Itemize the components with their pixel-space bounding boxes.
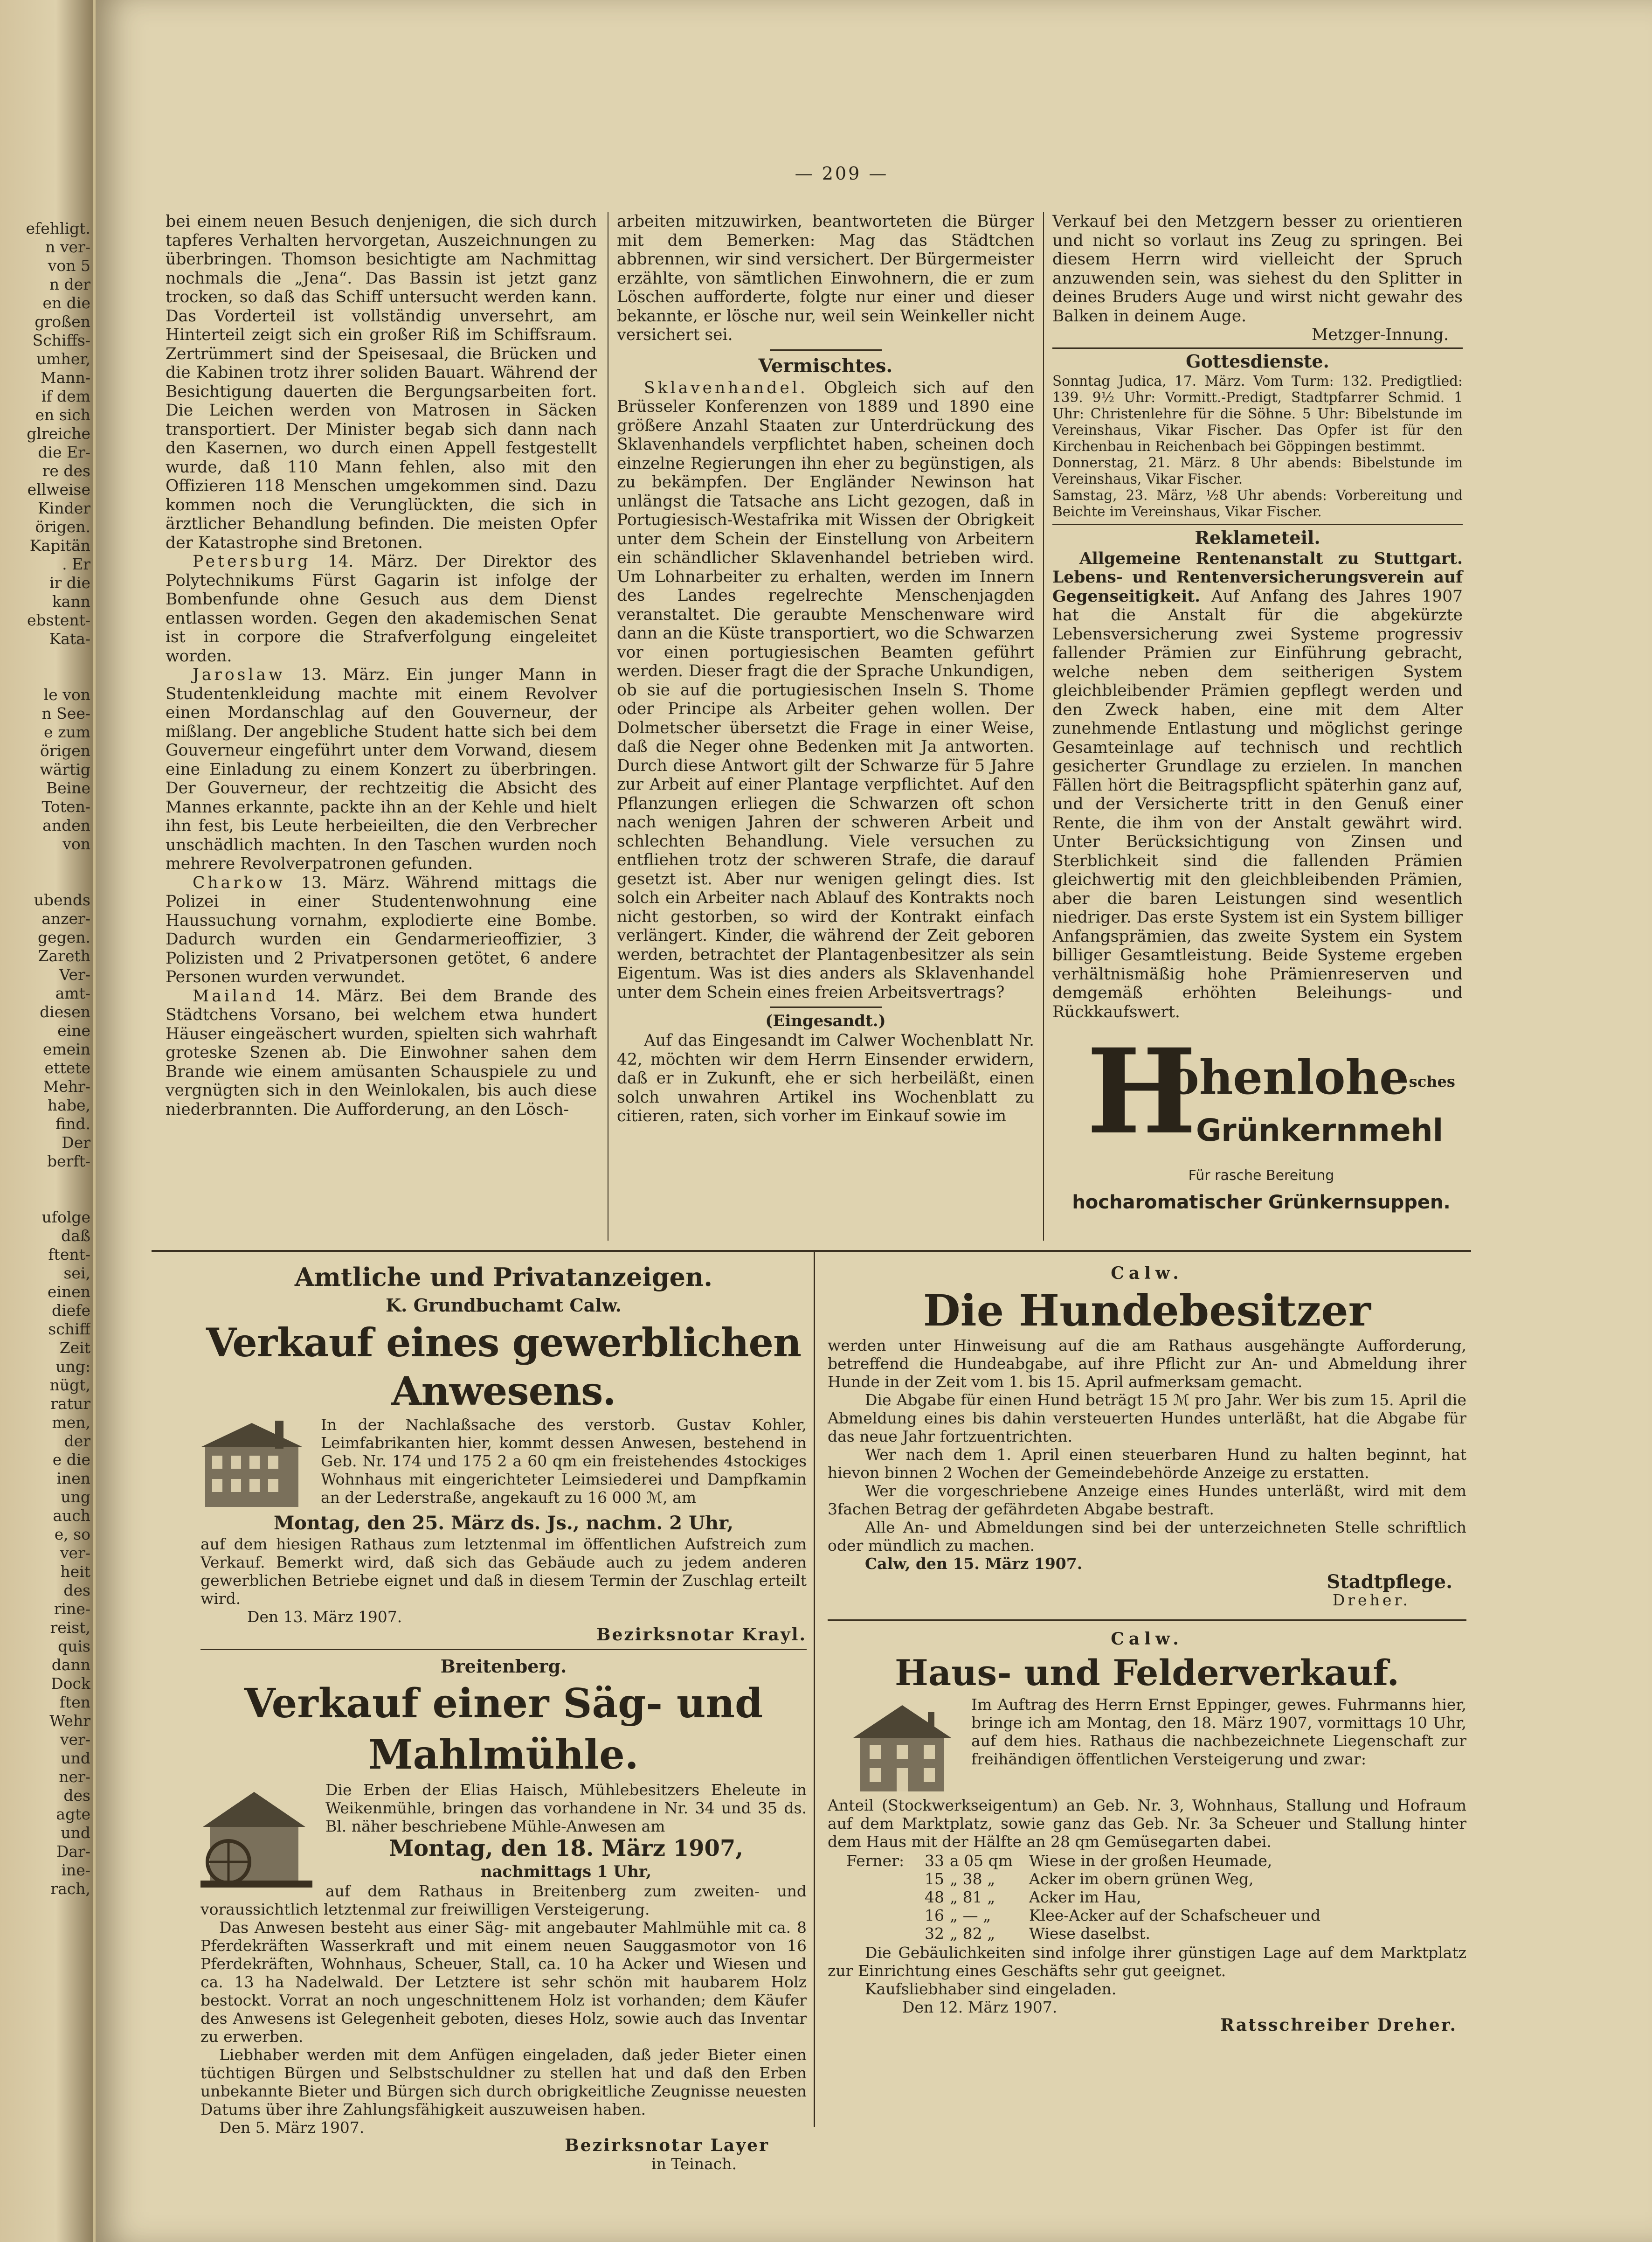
section-rule: [1052, 347, 1463, 349]
previous-page-fragment: re des: [42, 462, 90, 480]
previous-page-fragment: großen: [35, 312, 90, 331]
ferner-unit: „ — „: [950, 1906, 991, 1924]
article-mailand-continued: arbeiten mitzuwirken, beantworteten die Bürger mit dem Bemerken: Mag das Städtchen abbrennen, wir sind versichert. Der Bürgermeister erzählte, von sämtlichen Einwohnern, die er zum Löschen aufforderte, folgte nur einer und dieser bekannte, er lösche nur, weil sein Weinkeller nicht versichert sei.: [617, 212, 1034, 344]
ferner-area: 48: [925, 1888, 944, 1906]
previous-page-fragment: habe,: [47, 1096, 90, 1114]
ad-hunde-text-5: Alle An- und Abmeldungen sind bei der unterzeichneten Stelle schriftlich oder mündlich zu machen.: [828, 1518, 1466, 1555]
ad-haus-text: Im Auftrag des Herrn Ernst Eppinger, gewes. Fuhrmanns hier, bringe ich am Montag, den 18. März 1907, vormittags 10 Uhr, auf dem hies. Rathaus die nachbezeichnete Liegenschaft zur freihändigen öffentlichen Versteigerung und zwar:: [971, 1695, 1466, 1768]
ad-divider: [200, 1649, 807, 1650]
section-rule: [770, 1006, 882, 1008]
hohenlohe-product: Grünkernmehl: [1196, 1112, 1444, 1148]
previous-page-fragment: die Er-: [38, 443, 90, 461]
column-3: [1052, 212, 1463, 1021]
gottesdienst-samstag: Samstag, 23. März, ½8 Uhr abends: Vorbereitung und Beichte im Vereinshaus, Vikar Fischer.: [1052, 487, 1463, 520]
previous-page-fragment: auch: [53, 1506, 90, 1525]
ad-haus-signature: Ratsschreiber Dreher.: [1220, 2015, 1457, 2035]
hohenlohe-tagline-2: hocharomatischer Grünkernsuppen.: [1072, 1192, 1451, 1213]
ad-hunde-place: Calw.: [1111, 1263, 1183, 1283]
previous-page-fragment: örigen.: [35, 518, 90, 536]
previous-page-fragment: Kapitän: [29, 536, 90, 555]
previous-page-fragment: ettete: [44, 1059, 90, 1077]
previous-page-fragment: rach,: [50, 1880, 90, 1898]
ad-divider: [828, 1619, 1466, 1621]
previous-page-fragment: eine: [57, 1021, 90, 1040]
ad-amtliche-title: Verkauf eines gewerblichen Anwesens.: [206, 1319, 802, 1414]
previous-page-fragment: wärtig: [40, 760, 90, 778]
previous-page-fragment: ebstent-: [27, 611, 90, 629]
ad-haus-date: Den 12. März 1907.: [902, 1998, 1058, 2016]
previous-page-fragment: Kata-: [49, 630, 90, 648]
previous-page-fragment: Dock: [51, 1674, 90, 1693]
ferner-desc: Wiese daselbst.: [1029, 1924, 1151, 1943]
previous-page-fragment: e die: [52, 1451, 90, 1469]
ads-column-rule: [814, 1250, 815, 2127]
ferner-unit: „ 82 „: [950, 1924, 995, 1943]
previous-page-fragment: und: [61, 1824, 90, 1842]
factory-illustration-icon: [200, 1418, 312, 1512]
ad-haus-text-2: Die Gebäulichkeiten sind infolge ihrer günstigen Lage auf dem Marktplatz zur Einrichtung eines Geschäfts sehr gut geeignet.: [828, 1944, 1466, 1980]
previous-page-fragment: ver-: [60, 1544, 90, 1562]
previous-page-fragment: gegen.: [37, 928, 90, 946]
ad-amtliche-date-line: Montag, den 25. März ds. Js., nachm. 2 Uhr,: [273, 1512, 734, 1534]
ad-amtliche-header: Amtliche und Privatanzeigen.: [294, 1262, 713, 1292]
ferner-unit: „ 38 „: [950, 1870, 995, 1888]
ad-breitenberg-date: Den 5. März 1907.: [219, 2118, 365, 2137]
previous-page-fragment: anzer-: [41, 909, 90, 928]
ad-amtliche-date: Den 13. März 1907.: [247, 1608, 402, 1626]
previous-page-fragments: [2, 219, 90, 1898]
previous-page-fragment: Beine: [46, 779, 90, 797]
metzger-signature: Metzger-Innung.: [1312, 326, 1449, 344]
ferner-label: Ferner:: [846, 1852, 905, 1870]
previous-page-fragment: n See-: [41, 704, 90, 722]
ad-breitenberg-title: Verkauf einer Säg- und Mahlmühle.: [244, 1680, 763, 1778]
news-item-charkow: Charkow 13. März. Während mittags die Polizei in einer Studentenwohnung eine Haussuchung vornahm, explodierte eine Bombe. Dadurch wurden ein Gendarmerieoffizier, 3 Polizisten und 2 Privatpersonen getötet, 6 andere Personen wurden verwundet.: [166, 873, 597, 986]
previous-page-fragment: [2, 854, 90, 891]
hohenlohe-brand: ohenlohesches: [1168, 1050, 1455, 1105]
previous-page-fragment: von 5: [48, 257, 90, 275]
previous-page-fragment: Kinder: [38, 499, 90, 517]
ferner-area: 33: [925, 1852, 944, 1870]
previous-page-fragment: Ver-: [59, 965, 90, 984]
ad-amtliche-body: [200, 1416, 807, 1644]
previous-page-fragment: dann: [51, 1656, 90, 1674]
ad-hunde-text-2: Die Abgabe für einen Hund beträgt 15 ℳ pro Jahr. Wer bis zum 15. April die Abmeldung eines bis dahin versteuerten Hundes unterläßt, hat die Abgabe für das neue Jahr fortzuentrichten.: [828, 1391, 1466, 1445]
ad-breitenberg-signature: Bezirksnotar Layer: [565, 2136, 769, 2155]
ad-hunde-text-4: Wer die vorgeschriebene Anzeige eines Hundes unterläßt, wird mit dem 3fachen Betrag der gefährdeten Abgabe bestraft.: [828, 1482, 1466, 1518]
previous-page-fragment: ung: [61, 1488, 90, 1506]
previous-page-fragment: men,: [52, 1413, 90, 1431]
previous-page-fragment: Toten-: [41, 798, 90, 816]
gottesdienst-sonntag: Sonntag Judica, 17. März. Vom Turm: 132. Predigtlied: 139. 9½ Uhr: Vormitt.-Predigt, Stadtpfarrer Schmid. 1 Uhr: Christenlehre für die Söhne. 5 Uhr: Bibelstunde im Vereinshaus, Vikar Fischer. Das Opfer ist für den Kirchenbau in Reichenbach bei Göppingen bestimmt.: [1052, 373, 1463, 454]
article-sklavenhandel: Sklavenhandel. Obgleich sich auf den Brüsseler Konferenzen von 1889 und 1890 eine größere Anzahl Staaten zur Unterdrückung des Sklavenhandels verpflichtet haben, scheinen doch einzelne Regierungen ihn eher zu begünstigen, als zu bekämpfen. Der Engländer Newinson hat unlängst die Tatsache ans Licht gezogen, daß in Portugiesisch-Westafrika mit Wissen der Obrigkeit unter dem Schein der Einstellung von Arbeitern ein schändlicher Sklavenhandel betrieben wird. Um Lohnarbeiter zu erhalten, werden im Innern des Landes regelrechte Menschenjagden veranstaltet. Die geraubte Menschenware wird dann an die Küste transportiert, wo die Schwarzen vor einen portugiesischen Beamten geführt werden. Dieser fragt die der Sprache Unkundigen, ob sie auf die portugiesischen Inseln S. Thome oder Principe als Arbeiter gehen wollen. Der Dolmetscher übersetzt die Frage in einer Weise, daß die Neger ohne Bedenken mit Ja antworten. Durch diese Antwort gilt der Schwarze für 5 Jahre zur Arbeit auf einer Plantage verpflichtet. Auf den Pflanzungen erliegen die Schwarzen oft schon nach wenigen Jahren der schweren Arbeit und schlechten Behandlung. Viele versuchen zu entfliehen trotz der schweren Strafe, die darauf gesetzt ist. Aber nur wenigen gelingt dies. Ist solch ein Arbeiter nach Ablauf des Kontrakts noch nicht gestorben, so wird der Kontrakt einfach verlängert. Kinder, die während der Zeit geboren werden, betrachtet der Plantagenbesitzer als sein Eigentum. Was ist dies anders als Sklavenhandel unter dem Schein eines freien Arbeitsvertrags?: [617, 378, 1034, 1002]
previous-page-fragment: find.: [55, 1115, 90, 1133]
ad-haus-place: Calw.: [1111, 1629, 1183, 1649]
ad-haus-ferner-table: [846, 1852, 1466, 1943]
previous-page-fragment: Dar-: [56, 1842, 90, 1860]
previous-page-fragment: quis: [58, 1637, 90, 1655]
previous-page-fragment: diefe: [52, 1301, 90, 1319]
ad-breitenberg-text-3: Das Anwesen besteht aus einer Säg- mit angebauter Mahlmühle mit ca. 8 Pferdekräften Wasserkraft und mit einem neuen Sauggasmotor von 16 Pferdekräften, Wohnhaus, Scheuer, Stall, ca. 10 ha Acker und Wiesen und ca. 13 ha Nadelwald. Der Letztere ist sehr schön mit haubarem Holz bestockt. Vorrat an noch ungeschnittenem Holz ist vorhanden; dem Käufer des Anwesens ist Gelegenheit geboten, dieses Holz, sowie auch das Inventar zu erwerben.: [200, 1918, 807, 2046]
ferner-area: 16: [925, 1906, 944, 1924]
previous-page-fragment: e zum: [44, 723, 90, 741]
news-item-petersburg: Petersburg 14. März. Der Direktor des Polytechnikums Fürst Gagarin ist infolge der Bombenfunde ohne Gesuch aus dem Dienst entlassen worden. Gegen den akademischen Senat ist in corpore die Strafverfolgung eingeleitet worden.: [166, 552, 597, 666]
previous-page-fragment: Zareth: [38, 947, 90, 965]
previous-page-fragment: des: [63, 1581, 90, 1599]
ad-haus-text-3: Kaufsliebhaber sind eingeladen.: [865, 1980, 1117, 1998]
gottesdienste-list: [1052, 373, 1463, 520]
previous-page-fragment: Schiffs-: [32, 331, 90, 349]
previous-page-fragment: einen: [47, 1283, 90, 1301]
previous-page-fragment: en die: [42, 294, 90, 312]
previous-page-fragment: ner-: [59, 1768, 90, 1786]
previous-page-fragment: umher,: [36, 350, 90, 368]
previous-page-fragment: ine-: [61, 1861, 90, 1879]
section-title-vermischtes: Vermischtes.: [758, 354, 893, 377]
section-rule: [1052, 524, 1463, 525]
previous-page-fragment: glreiche: [27, 424, 90, 443]
ferner-unit: „ 81 „: [950, 1888, 995, 1906]
previous-page-fragment: e, so: [54, 1525, 90, 1543]
ad-hundebesitzer: [828, 1262, 1466, 2034]
previous-page-fragment: Der: [62, 1133, 90, 1152]
previous-page-fragment: agte: [56, 1805, 90, 1823]
previous-page-fragment: n ver-: [45, 238, 90, 256]
column-rule-2: [1043, 212, 1044, 1241]
previous-page-fragment: inen: [56, 1469, 90, 1487]
previous-page-fragment: kann: [52, 592, 90, 611]
previous-page-fragment: ir die: [49, 574, 90, 592]
ferner-row: [846, 1906, 1466, 1924]
previous-page-fragment: der: [64, 1432, 90, 1450]
previous-page-fragment: Mehr-: [43, 1077, 90, 1096]
ad-breitenberg-place: Breitenberg.: [440, 1656, 567, 1677]
mill-illustration-icon: [200, 1783, 317, 1890]
previous-page-fragment: örigen: [40, 742, 90, 760]
ferner-area: 32: [925, 1924, 944, 1943]
article-rentenanstalt: Allgemeine Rentenanstalt zu Stuttgart. Lebens- und Rentenversicherungsverein auf Gegenseitigkeit. Auf Anfang des Jahres 1907 hat die Anstalt für die abgekürzte Lebensversicherung zwei Systeme progressiv fallender Prämien zur Einführung gebracht, welche neben dem seitherigen System gleichbleibender Prämien gepflegt werden und den Zweck haben, eine mit dem Alter zunehmende Entlastung und möglichst geringe Gesamteinlage auf technisch und rechtlich gesicherter Grundlage zu erzielen. In manchen Fällen hört die Beitragspflicht späterhin ganz auf, und der Versicherte tritt in den Genuß einer Rente, die ihm von der Anstalt gewährt wird. Unter Berücksichtigung von Zinsen und Sterblichkeit sind die fallenden Prämien gleichwertig mit den gleichbleibenden Prämien, aber die baren Leistungen sind wesentlich niedriger. Das erste System ist ein System billiger Anfangsprämien, das zweite System ein System billiger Gesamtleistung. Beide Systeme ergeben verhältnismäßig hohe Prämienreserven und demgemäß erhöhten Beleihungs- und Rückkaufswert.: [1052, 549, 1463, 1021]
article-eingesandt: Auf das Eingesandt im Calwer Wochenblatt Nr. 42, möchten wir dem Herrn Einsender erwidern, daß er in Zukunft, ehe er sich herbeiläßt, einen solch unwahren Artikel ins Wochenblatt zu citieren, raten, sich vorher im Einkauf sowie im: [617, 1031, 1034, 1125]
previous-page-fragment: nügt,: [49, 1376, 90, 1394]
ad-breitenberg-text-2: auf dem Rathaus in Breitenberg zum zweiten- und voraussichtlich letztenmal zur freiwilligen Versteigerung.: [200, 1882, 807, 1918]
gottesdienst-donnerstag: Donnerstag, 21. März. 8 Uhr abends: Bibelstunde im Vereinshaus, Vikar Fischer.: [1052, 454, 1463, 487]
house-illustration-icon: [846, 1698, 963, 1796]
hohenlohe-ad: [1056, 1023, 1466, 1238]
section-title-reklameteil: Reklameteil.: [1195, 527, 1320, 548]
ad-haus-title: Haus- und Felderverkauf.: [895, 1652, 1399, 1694]
ad-breitenberg-time-line: nachmittags 1 Uhr,: [480, 1862, 652, 1881]
ferner-desc: Acker im obern grünen Weg,: [1029, 1870, 1254, 1888]
ferner-area: 15: [925, 1870, 944, 1888]
ad-breitenberg-text-4: Liebhaber werden mit dem Anfügen eingeladen, daß jeder Bieter einen tüchtigen Bürgen und Selbstschuldner zu stellen hat und daß den Erben unbekannte Bieter und Bürgen sich durch obrigkeitliche Zeugnisse neuesten Datums über ihre Zahlungsfähigkeit auszuweisen haben.: [200, 2046, 807, 2118]
previous-page-fragment: ufolge: [41, 1208, 90, 1226]
ad-breitenberg-signature-2: in Teinach.: [651, 2155, 737, 2173]
previous-page-edge: [0, 0, 93, 2242]
ferner-row: [846, 1870, 1466, 1888]
ad-amtliche-text-2: auf dem hiesigen Rathaus zum letztenmal im öffentlichen Aufstreich zum Verkauf. Bemerkt wird, daß sich das Gebäude auch zu jedem anderen gewerblichen Betriebe eignet und daß in diesem Termin der Zuschlag erteilt wird.: [200, 1535, 807, 1608]
ferner-row: [846, 1888, 1466, 1906]
article-jena-continued: bei einem neuen Besuch denjenigen, die sich durch tapferes Verhalten hervorgetan, Auszeichnungen zu überbringen. Thomson besichtigte am Nachmittag nochmals die „Jena“. Das Bassin ist jetzt ganz trocken, so daß das Schiff untersucht werden kann. Das Vorderteil ist vollständig unversehrt, am Hinterteil zeigt sich ein großer Riß im Schiffsraum. Zertrümmert sind der Speisesaal, die Brücken und die Kabinen trotz ihrer soliden Bauart. Während der Besichtigung dauerten die Bergungsarbeiten fort. Die Leichen werden von Matrosen in Säcken transportiert. Der Minister begab sich dann nach den Kasernen, wo durch einen Appell festgestellt wurde, daß 110 Mann fehlen, also mit den Offizieren 118 Menschen umgekommen sind. Dazu kommen noch die Verunglückten, die sich in ärztlicher Behandlung befinden. Die meisten Opfer der Katastrophe sind Bretonen.: [166, 212, 597, 552]
previous-page-fragment: schiff: [48, 1320, 90, 1338]
ad-amtliche-office: K. Grundbuchamt Calw.: [386, 1295, 622, 1316]
column-1: [166, 212, 597, 1119]
ferner-row: [846, 1924, 1466, 1943]
previous-page-fragment: heit: [60, 1562, 90, 1581]
ferner-unit: a 05 qm: [950, 1852, 1013, 1870]
ad-hunde-text: werden unter Hinweisung auf die am Rathaus ausgehängte Aufforderung, betreffend die Hundeabgabe, auf ihre Pflicht zur An- und Abmeldung ihrer Hunde in der Zeit vom 1. bis 15. April aufmerksam gemacht.: [828, 1336, 1466, 1391]
previous-page-fragment: . Er: [62, 555, 90, 573]
previous-page-fragment: en sich: [35, 406, 90, 424]
previous-page-fragment: ellweise: [27, 480, 90, 499]
section-title-gottesdienste: Gottesdienste.: [1186, 350, 1329, 372]
hohenlohe-big-h: H: [1086, 1023, 1197, 1160]
news-item-mailand: Mailand 14. März. Bei dem Brande des Städtchens Vorsano, bei welchem etwa hundert Häuser eingeäschert wurden, spielten sich wahrhaft groteske Szenen ab. Die Einwohner sahen dem Brande wie einem amüsanten Schauspiele zu und vergnügten sich in den Weinlokalen, bis auch diese niederbrannten. Die Aufforderung, an den Lösch-: [166, 986, 597, 1119]
previous-page-fragment: Mann-: [40, 368, 90, 387]
previous-page-fragment: ver-: [60, 1730, 90, 1749]
ad-hunde-date: Calw, den 15. März 1907.: [865, 1555, 1083, 1573]
ad-hunde-title: Die Hundebesitzer: [923, 1285, 1371, 1336]
ad-breitenberg-date-line: Montag, den 18. März 1907,: [388, 1835, 744, 1861]
previous-page-fragment: ratur: [50, 1395, 90, 1413]
ads-top-rule: [152, 1250, 1471, 1252]
previous-page-fragment: ung:: [55, 1357, 90, 1375]
section-rule: [770, 349, 882, 351]
previous-page-fragment: Zeit: [59, 1339, 90, 1357]
previous-page-fragment: if dem: [41, 387, 90, 405]
newspaper-page: [96, 0, 1652, 2242]
ferner-desc: Acker im Hau,: [1029, 1888, 1141, 1906]
previous-page-fragment: rine-: [54, 1600, 90, 1618]
previous-page-fragment: und: [61, 1749, 90, 1767]
previous-page-fragment: anden: [42, 816, 90, 834]
previous-page-fragment: reist,: [50, 1618, 90, 1637]
previous-page-fragment: berft-: [47, 1152, 90, 1170]
column-2: [617, 212, 1034, 1126]
ferner-row: [846, 1852, 1466, 1870]
ferner-desc: Wiese in der großen Heumade,: [1029, 1852, 1272, 1870]
previous-page-fragment: [2, 648, 90, 686]
previous-page-fragment: von: [62, 835, 90, 853]
previous-page-fragment: emein: [42, 1040, 90, 1058]
previous-page-fragment: ften: [59, 1693, 90, 1711]
previous-page-fragment: n der: [49, 275, 90, 293]
previous-page-fragment: sei,: [63, 1264, 90, 1282]
previous-page-fragment: amt-: [55, 984, 90, 1002]
ferner-desc: Klee-Acker auf der Schafscheuer und: [1029, 1906, 1321, 1924]
page-number: — 209 —: [795, 163, 889, 184]
previous-page-fragment: efehligt.: [26, 219, 90, 237]
ad-haus-anteil: Anteil (Stockwerkseigentum) an Geb. Nr. 3, Wohnhaus, Stallung und Hofraum auf dem Marktplatz, sowie ganz das Geb. Nr. 3a Scheuer und Stallung hinter dem Haus mit der Hälfte an 28 qm Gemüsegarten dabei.: [828, 1796, 1466, 1851]
previous-page-fragment: des: [63, 1786, 90, 1805]
ad-hunde-signature-2: Dreher.: [1332, 1591, 1410, 1609]
hohenlohe-tagline: Für rasche Bereitung: [1188, 1167, 1334, 1184]
eingesandt-title: (Eingesandt.): [765, 1012, 886, 1030]
previous-page-fragment: le von: [43, 686, 90, 704]
previous-page-fragment: daß: [61, 1227, 90, 1245]
previous-page-fragment: ubends: [34, 891, 90, 909]
article-eingesandt-continued: Verkauf bei den Metzgern besser zu orientieren und nicht so vorlaut ins Zeug zu springen. Bei diesem Herrn wird vielleicht der Spruch anzuwenden sein, was siehest du den Splitter in deines Bruders Auge und wirst nicht gewahr des Balken in deinem Auge.: [1052, 212, 1463, 326]
ad-amtliche-signature: Bezirksnotar Krayl.: [596, 1625, 807, 1645]
previous-page-fragment: [2, 1171, 90, 1208]
ad-amtliche: [200, 1262, 807, 2173]
ad-hunde-text-3: Wer nach dem 1. April einen steuerbaren Hund zu halten beginnt, hat hievon binnen 2 Wochen der Gemeindebehörde Anzeige zu erstatten.: [828, 1445, 1466, 1482]
previous-page-fragment: Wehr: [49, 1712, 90, 1730]
ad-hunde-signature: Stadtpflege.: [1327, 1571, 1452, 1593]
news-item-jaroslaw: Jaroslaw 13. März. Ein junger Mann in Studentenkleidung machte mit einem Revolver einen Mordanschlag auf den Gouverneur, der mißlang. Der angebliche Student hatte sich bei dem Gouverneur eingeführt unter dem Vorwand, diesem eine Einladung zu einem Konzert zu überbringen. Der Gouverneur, der rechtzeitig die Absicht des Mannes erkannte, packte ihn an der Kehle und hielt ihn fest, bis Leute herbeieilten, die den Verbrecher unschädlich machten. In den Taschen wurden noch mehrere Revolverpatronen gefunden.: [166, 666, 597, 873]
ad-amtliche-text: In der Nachlaßsache des verstorb. Gustav Kohler, Leimfabrikanten hier, kommt dessen Anwesen, bestehend in Geb. Nr. 174 und 175 2 a 60 qm ein freistehendes 4stockiges Wohnhaus mit eingerichteter Leimsiederei und Dampfkamin an der Lederstraße, angekauft zu 16 000 ℳ, am: [321, 1416, 807, 1506]
previous-page-fragment: diesen: [40, 1003, 90, 1021]
previous-page-fragment: ftent-: [48, 1245, 90, 1263]
ad-breitenberg-text: Die Erben der Elias Haisch, Mühlebesitzers Eheleute in Weikenmühle, bringen das vorhandene in Nr. 34 und 35 ds. Bl. näher beschriebene Mühle-Anwesen am: [325, 1781, 807, 1835]
